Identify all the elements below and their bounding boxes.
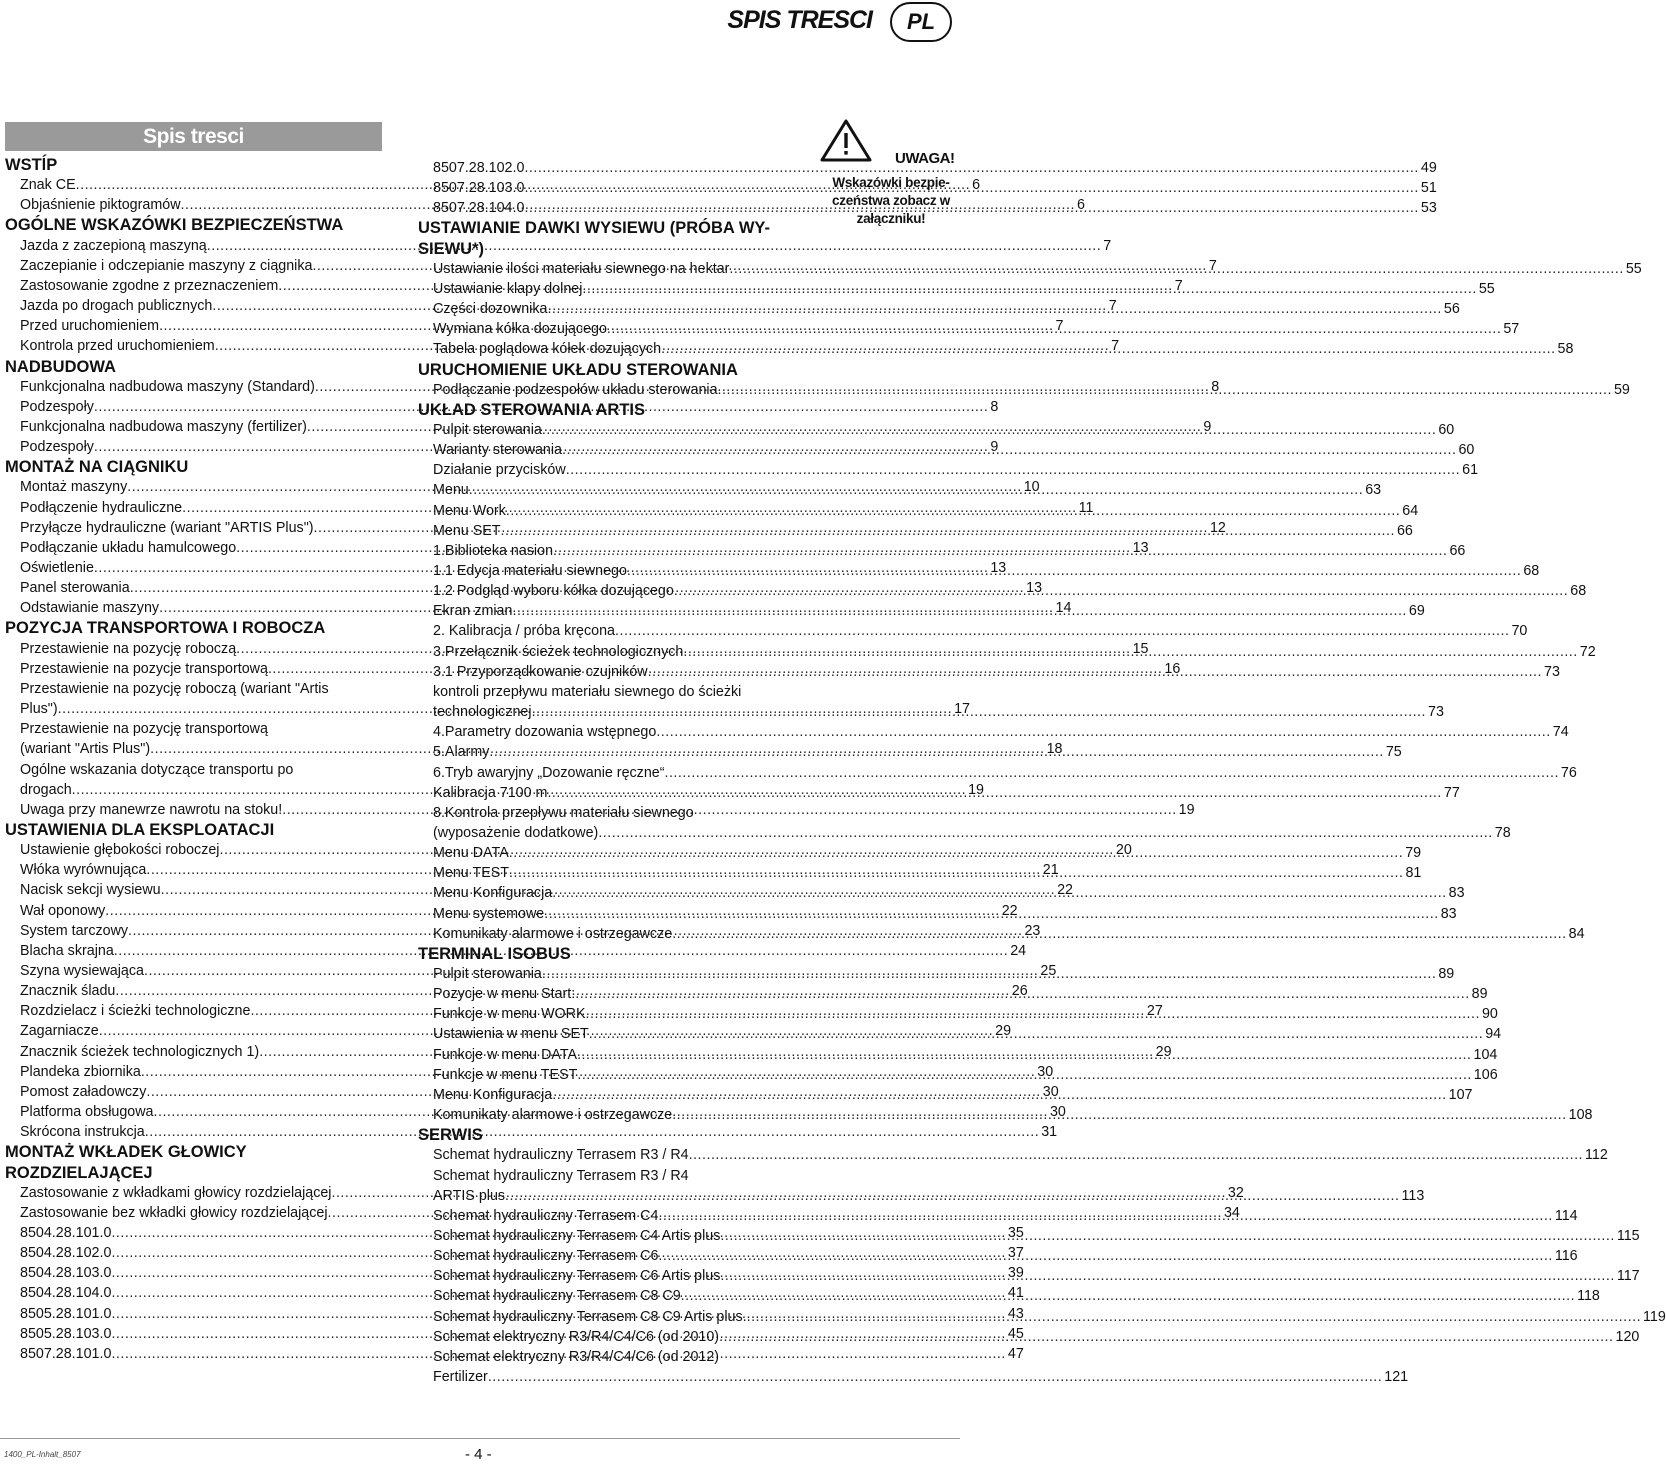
toc-entry-title: Podłączanie układu hamulcowego	[20, 539, 237, 556]
toc-leader-dots	[544, 904, 1438, 924]
toc-entry-title: Funkcje w menu DATA	[433, 1046, 578, 1063]
toc-entry-title: Ustawienia w menu SET	[433, 1026, 589, 1043]
toc-leader-dots	[552, 1085, 1446, 1105]
toc-entry-title: 8504.28.102.0	[20, 1245, 112, 1262]
toc-page-number: 27	[1146, 1003, 1163, 1020]
toc-page-number: 9	[990, 439, 999, 456]
toc-leader-dots	[672, 1105, 1566, 1125]
toc-entry-title: Schemat hydrauliczny Terrasem C6	[433, 1248, 659, 1265]
toc-entry-title: 8504.28.104.0	[20, 1285, 112, 1302]
toc-page-number: 61	[1462, 462, 1479, 479]
section-heading: URUCHOMIENIE UKŁADU STEROWANIA	[418, 360, 738, 379]
toc-leader-dots	[598, 823, 1492, 843]
toc-entry[interactable]	[418, 339, 1574, 359]
section-heading: MONTAŻ WKŁADEK GŁOWICY	[5, 1143, 247, 1162]
toc-leader-dots	[672, 924, 1566, 944]
toc-page-number: 89	[1471, 986, 1488, 1003]
toc-page-number: 15	[1132, 640, 1149, 657]
toc-entry[interactable]	[418, 198, 1437, 218]
toc-leader-dots	[681, 1286, 1575, 1306]
toc-entry-title: Plus")	[20, 701, 58, 718]
toc-entry-title: Montaż maszyny	[20, 479, 128, 496]
toc-entry[interactable]	[418, 722, 1569, 742]
toc-entry-title: Komunikaty alarmowe i ostrzegawcze	[433, 925, 673, 942]
toc-leader-dots	[577, 1045, 1471, 1065]
toc-page-number: 51	[1420, 180, 1437, 197]
toc-page-number: 16	[1164, 660, 1181, 677]
toc-entry-title: Uwaga przy manewrze nawrotu na stoku!	[20, 801, 283, 818]
toc-page-number: 7	[1174, 277, 1183, 294]
toc-entry[interactable]	[418, 178, 1437, 198]
toc-page-number: 22	[1057, 882, 1073, 899]
toc-page-number: 120	[1615, 1328, 1640, 1345]
toc-page-number: 107	[1448, 1086, 1473, 1103]
toc-page-number: 94	[1485, 1026, 1502, 1043]
toc-entry[interactable]	[418, 621, 1528, 641]
toc-page-number: 8	[1211, 378, 1220, 395]
toc-leader-dots	[512, 601, 1406, 621]
toc-leader-dots	[747, 1307, 1641, 1327]
toc-entry-title: Schemat hydrauliczny Terrasem C4	[433, 1207, 659, 1224]
toc-page-number: 11	[1078, 499, 1094, 516]
toc-entry-continued: Ogólne wskazania dotyczące transportu po	[20, 761, 294, 778]
toc-entry-title: drogach	[20, 781, 72, 798]
toc-page-number: 25	[1040, 963, 1057, 979]
toc-page-number: 64	[1402, 502, 1419, 519]
toc-entry[interactable]	[418, 279, 1495, 299]
toc-page-number: 59	[1613, 381, 1630, 398]
toc-entry[interactable]	[418, 299, 1460, 319]
toc-entry-title: Panel sterowania	[20, 580, 130, 597]
toc-page-number: 56	[1443, 301, 1460, 318]
toc-leader-dots	[501, 521, 1395, 541]
toc-entry-title: Kontrola przed uruchomieniem	[20, 338, 215, 355]
toc-entry-title: 1.Biblioteka nasion	[433, 542, 554, 559]
toc-leader-dots	[542, 964, 1436, 984]
toc-leader-dots	[615, 621, 1509, 641]
toc-entry-title: Ustawianie klapy dolnej	[433, 280, 583, 297]
toc-page-number: 55	[1478, 280, 1495, 297]
toc-entry-title: Blacha skrajna	[20, 942, 114, 959]
toc-leader-dots	[658, 1246, 1552, 1266]
toc-entry-title: Podłączanie podzespołów układu sterowania	[433, 381, 718, 398]
toc-leader-dots	[562, 440, 1456, 460]
toc-page-number: 121	[1384, 1369, 1409, 1385]
toc-entry-title: Objaśnienie piktogramów	[20, 197, 181, 214]
toc-entry-title: Jazda z zaczepioną maszyną	[20, 237, 207, 254]
caution-box	[820, 118, 960, 238]
toc-leader-dots	[718, 380, 1612, 400]
toc-entry-title: Znacznik śladu	[20, 983, 116, 1000]
language-badge: PL	[890, 2, 952, 42]
toc-leader-dots	[524, 198, 1418, 218]
toc-entry-title: System tarczowy	[20, 922, 129, 939]
toc-leader-dots	[683, 642, 1577, 662]
section-heading: USTAWIENIA DLA EKSPLOATACJI	[5, 820, 275, 839]
toc-page-number: 70	[1511, 623, 1528, 640]
toc-leader-dots	[547, 299, 1441, 319]
section-heading: UKŁAD STEROWANIA ARTIS	[418, 400, 646, 419]
toc-leader-dots	[720, 1226, 1614, 1246]
toc-page-number: 30	[1042, 1083, 1059, 1100]
toc-page-number: 68	[1523, 563, 1540, 579]
toc-page-number: 29	[1155, 1043, 1172, 1060]
toc-page-number: 73	[1544, 663, 1560, 680]
toc-leader-dots	[547, 783, 1441, 803]
toc-page-number: 78	[1494, 824, 1511, 841]
toc-leader-dots	[658, 1206, 1552, 1226]
toc-entry-title: Funkcjonalna nadbudowa maszyny (Standard)	[20, 378, 315, 395]
toc-entry-title: ARTIS plus	[433, 1187, 506, 1204]
toc-page-number: 7	[1055, 318, 1064, 335]
toc-page-number: 20	[1115, 842, 1132, 859]
toc-page-number: 18	[1046, 741, 1063, 758]
toc-entry-title: Kalibracja 7100 m	[433, 784, 548, 801]
toc-page-number: 29	[995, 1023, 1012, 1040]
toc-entry-title: 8507.28.103.0	[433, 180, 525, 197]
toc-page-number: 13	[1132, 539, 1149, 556]
toc-page-number: 32	[1227, 1184, 1244, 1201]
toc-entry-title: 8507.28.102.0	[433, 160, 525, 176]
toc-page-number: 23	[1024, 922, 1041, 939]
toc-entry-title: Pulpit sterowania	[433, 421, 542, 438]
section-heading: SERWIS	[418, 1126, 483, 1145]
toc-entry-title: Schemat hydrauliczny Terrasem C8 C9 Artis plus.	[433, 1308, 747, 1325]
toc-entry-title: Menu TEST	[433, 865, 510, 882]
toc-entry[interactable]	[418, 823, 1511, 843]
toc-page-number: 66	[1396, 522, 1413, 539]
toc-title: Spis tresci	[5, 122, 382, 151]
toc-leader-dots	[488, 1367, 1382, 1387]
toc-entry-title: (wariant "Artis Plus")	[20, 741, 151, 758]
toc-page-number: 53	[1420, 200, 1437, 217]
toc-entry[interactable]	[418, 259, 1642, 279]
toc-page-number: 77	[1443, 784, 1460, 801]
toc-entry-continued: Schemat elektryczny R3/R4/C4/C6 (od 2012)	[433, 1348, 720, 1365]
toc-leader-dots	[489, 742, 1383, 762]
toc-page-number: 84	[1568, 925, 1585, 942]
toc-entry-title: Zastosowanie z wkładkami głowicy rozdzielającej	[20, 1184, 332, 1201]
toc-entry-title: Wymiana kółka dozującego	[433, 321, 607, 338]
toc-entry-title: technologicznej	[433, 704, 532, 721]
toc-entry-title: 1.2 Podgląd wyboru kółka dozującego	[433, 583, 674, 600]
toc-leader-dots	[505, 1186, 1399, 1206]
toc-page-number: 104	[1473, 1046, 1498, 1063]
toc-page-number: 117	[1616, 1268, 1640, 1285]
toc-entry-title: Schemat hydrauliczny Terrasem C6 Artis plus	[433, 1268, 721, 1285]
toc-entry-title: Znacznik ścieżek technologicznych 1)	[20, 1043, 260, 1060]
toc-entry-title: Menu Konfiguracja	[433, 885, 553, 902]
toc-entry-title: Funkcje w menu WORK	[433, 1006, 586, 1023]
toc-entry-title: Szyna wysiewająca	[20, 963, 144, 979]
toc-page-number: 6	[1076, 197, 1085, 214]
toc-page-number: 22	[1001, 902, 1018, 919]
toc-entry-continued: Przestawienie na pozycję transportową	[20, 721, 268, 738]
toc-entry-title: Działanie przycisków	[433, 462, 566, 479]
toc-entry-title: Zastosowanie bez wkładki głowicy rozdzielającej	[20, 1204, 328, 1221]
toc-entry-title: 8505.28.103.0	[20, 1325, 112, 1342]
warning-triangle-icon	[820, 118, 872, 162]
toc-entry-title: Komunikaty alarmowe i ostrzegawcze	[433, 1107, 673, 1124]
toc-page-number: 17	[954, 701, 970, 718]
toc-page-number: 113	[1401, 1187, 1425, 1204]
toc-entry-title: 8507.28.101.0	[20, 1345, 112, 1362]
toc-entry-title: Zaczepianie i odczepianie maszyny z ciągnika	[20, 257, 313, 274]
toc-page-number: 89	[1438, 966, 1455, 982]
toc-page-number: 66	[1449, 542, 1466, 559]
toc-entry-title: Pulpit sterowania	[433, 966, 542, 982]
toc-page-number: 24	[1010, 942, 1027, 959]
toc-entry-title: Przestawienie na pozycję roboczą	[20, 640, 237, 657]
toc-entry-title: 4.Parametry dozowania wstępnego	[433, 724, 657, 741]
toc-entry-title: 8507.28.104.0	[433, 200, 525, 217]
toc-entry-title: Ustawienie głębokości roboczej	[20, 842, 220, 859]
toc-entry-title: Zastosowanie zgodne z przeznaczeniem	[20, 277, 279, 294]
toc-entry-title: Menu Konfiguracja	[433, 1086, 553, 1103]
toc-page-number: 9	[1203, 418, 1212, 435]
toc-entry-title: 3.Przełącznik ścieżek technologicznych	[433, 643, 684, 660]
toc-entry-title: Zagarniacze	[20, 1023, 99, 1040]
toc-entry-title: 8504.28.101.0	[20, 1224, 112, 1241]
toc-page-number: 83	[1448, 885, 1465, 902]
toc-page-number: 115	[1616, 1227, 1640, 1244]
toc-page-number: 41	[1007, 1285, 1024, 1302]
toc-page-number: 49	[1420, 160, 1437, 176]
page-number: - 4 -	[465, 1446, 492, 1463]
toc-entry-continued: Schemat hydrauliczny Terrasem R3 / R4	[433, 1167, 689, 1184]
toc-leader-dots	[664, 763, 1558, 783]
toc-leader-dots	[648, 662, 1542, 682]
section-heading: ROZDZIELAJĄCEJ	[5, 1163, 153, 1182]
toc-entry-title: Menu systemowe	[433, 905, 545, 922]
toc-page-number: 108	[1568, 1107, 1593, 1124]
header-title: SPIS TRESCI	[727, 6, 872, 34]
toc-leader-dots	[509, 843, 1403, 863]
toc-page-number: 116	[1554, 1248, 1578, 1265]
toc-leader-dots	[627, 561, 1521, 581]
toc-page-number: 31	[1041, 1124, 1058, 1141]
toc-entry-title: Plandeka zbiornika	[20, 1063, 141, 1080]
toc-leader-dots	[582, 279, 1476, 299]
toc-leader-dots	[674, 581, 1568, 601]
toc-entry[interactable]	[418, 420, 1455, 440]
toc-entry[interactable]	[418, 763, 1577, 783]
toc-leader-dots	[524, 178, 1418, 198]
toc-page-number: 57	[1503, 321, 1520, 338]
toc-leader-dots	[542, 420, 1436, 440]
section-heading: MONTAŻ NA CIĄGNIKU	[5, 458, 189, 477]
toc-page-number: 73	[1428, 704, 1444, 721]
caution-title: UWAGA!	[895, 150, 955, 167]
toc-leader-dots	[566, 460, 1460, 480]
toc-leader-dots	[524, 158, 1418, 178]
toc-entry-title: Ekran zmian	[433, 603, 513, 620]
toc-entry-title: (wyposażenie dodatkowe)	[433, 824, 599, 841]
caution-text: Wskazówki bezpie-czeństwa zobacz w załączniku!	[832, 175, 950, 226]
toc-entry[interactable]	[418, 380, 1630, 400]
toc-entry-title: Warianty sterowania	[433, 442, 562, 459]
toc-page-number: 75	[1385, 744, 1402, 761]
toc-page-number: 58	[1557, 341, 1574, 358]
toc-page-number: 13	[990, 560, 1007, 576]
toc-entry-title: 5.Alarmy	[433, 744, 490, 761]
toc-entry-title: 8505.28.101.0	[20, 1305, 112, 1322]
toc-page-number: 12	[1209, 519, 1226, 536]
toc-entry-title: Podzespoły	[20, 398, 94, 415]
toc-entry-title: Włóka wyrównująca	[20, 862, 147, 879]
section-heading: NADBUDOWA	[5, 357, 116, 376]
toc-page-number: 68	[1570, 583, 1587, 600]
toc-entry-title: Schemat hydrauliczny Terrasem C8 C9	[433, 1288, 681, 1305]
toc-leader-dots	[661, 339, 1555, 359]
section-heading: SIEWU*)	[418, 239, 484, 258]
toc-page-number: 37	[1007, 1245, 1024, 1262]
toc-entry-title: Menu DATA	[433, 845, 509, 862]
toc-page-number: 74	[1552, 724, 1569, 741]
toc-entry-title: Odstawianie maszyny	[20, 600, 160, 617]
toc-entry-title: Schemat elektryczny R3/R4/C4/C6 (od 2010)	[433, 1328, 720, 1345]
toc-page-number: 60	[1438, 421, 1455, 438]
toc-page-number: 34	[1223, 1204, 1240, 1221]
toc-leader-dots	[607, 319, 1501, 339]
toc-leader-dots	[552, 883, 1446, 903]
toc-leader-dots	[720, 1266, 1614, 1286]
toc-entry-title: Podzespoły	[20, 439, 94, 456]
toc-page-number: 30	[1037, 1063, 1054, 1080]
toc-leader-dots	[729, 259, 1623, 279]
toc-page-number: 30	[1049, 1104, 1066, 1121]
toc-page-number: 19	[968, 781, 985, 798]
toc-leader-dots	[469, 480, 1363, 500]
toc-page-number: 45	[1007, 1325, 1024, 1342]
toc-page-number: 72	[1579, 643, 1596, 660]
toc-entry-title: Menu Work	[433, 502, 506, 519]
toc-leader-dots	[577, 1065, 1471, 1085]
toc-entry-continued: Przestawienie na pozycję roboczą (wariant "Artis	[20, 680, 329, 697]
toc-entry-title: Menu	[433, 482, 469, 499]
toc-entry-title: Jazda po drogach publicznych	[20, 298, 213, 315]
toc-entry-title: Schemat hydrauliczny Terrasem R3 / R4	[433, 1147, 689, 1164]
toc-entry-title: 1.1 Edycja materiału siewnego	[433, 563, 627, 579]
toc-entry[interactable]	[418, 1145, 1608, 1165]
toc-page-number: 8	[990, 398, 999, 415]
toc-leader-dots	[532, 702, 1426, 722]
toc-page-number: 81	[1405, 865, 1422, 882]
toc-page-number: 114	[1554, 1207, 1578, 1224]
toc-entry-title: Nacisk sekcji wysiewu	[20, 882, 161, 899]
toc-entry-title: Fertilizer	[433, 1369, 488, 1385]
toc-entry[interactable]	[418, 460, 1479, 480]
toc-leader-dots	[553, 541, 1447, 561]
toc-page-number: 63	[1365, 482, 1382, 499]
toc-page-number: 119	[1643, 1308, 1666, 1325]
toc-page-number: 39	[1007, 1265, 1024, 1282]
toc-page-number: 7	[1111, 338, 1120, 355]
toc-entry-continued: 8.Kontrola przepływu materiału siewnego	[433, 804, 694, 821]
toc-entry[interactable]	[418, 440, 1475, 460]
toc-leader-dots	[689, 1145, 1583, 1165]
toc-page-number: 69	[1408, 603, 1425, 620]
toc-entry-title: Platforma obsługowa	[20, 1104, 154, 1121]
toc-page-number: 19	[1178, 801, 1195, 818]
toc-entry-title: Pozycje w menu Start:	[433, 986, 576, 1003]
toc-entry-title: 6.Tryb awaryjny „Dozowanie ręczne“	[433, 764, 665, 781]
toc-page-number: 76	[1560, 764, 1577, 781]
toc-page-number: 21	[1042, 862, 1059, 879]
toc-entry-title: Funkcje w menu TEST	[433, 1066, 578, 1083]
toc-entry-title: Przyłącze hydrauliczne (wariant "ARTIS Plus")	[20, 519, 314, 536]
section-heading: USTAWIANIE DAWKI WYSIEWU (PRÓBA WY-	[418, 219, 770, 238]
toc-page-number: 47	[1007, 1345, 1024, 1362]
toc-page-number: 35	[1007, 1224, 1024, 1241]
toc-page-number: 79	[1405, 845, 1422, 862]
toc-entry-title: 3.1 Przyporządkowanie czujników	[433, 663, 648, 680]
toc-page-number: 6	[972, 177, 981, 194]
toc-entry-title: Przestawienie na pozycje transportową	[20, 660, 268, 677]
toc-page-number: 112	[1585, 1147, 1608, 1164]
toc-entry-title: Ustawianie ilości materiału siewnego na hektar	[433, 260, 730, 277]
footer-code: 1400_PL-Inhalt_8507	[4, 1450, 81, 1459]
toc-leader-dots	[509, 863, 1403, 883]
toc-leader-dots	[589, 1024, 1483, 1044]
toc-entry-title: Menu SET	[433, 522, 501, 539]
toc-page-number: 26	[1011, 983, 1028, 1000]
toc-page-number: 7	[1208, 257, 1217, 274]
toc-entry-title: Oświetlenie	[20, 560, 94, 576]
footer-divider	[0, 1438, 960, 1439]
toc-entry[interactable]	[418, 1367, 1409, 1387]
toc-page-number: 60	[1458, 442, 1475, 459]
toc-page-number: 90	[1481, 1006, 1498, 1023]
toc-entry-title: Schemat hydrauliczny Terrasem C4 Artis plus	[433, 1227, 721, 1244]
toc-leader-dots	[506, 501, 1400, 521]
toc-page-number: 55	[1625, 260, 1642, 277]
toc-page-number: 7	[1103, 237, 1112, 254]
toc-page-number: 106	[1473, 1066, 1498, 1083]
toc-entry-title: Przed uruchomieniem	[20, 318, 160, 335]
toc-page-number: 118	[1577, 1288, 1600, 1305]
toc-entry-title: Rozdzielacz i ścieżki technologiczne	[20, 1003, 251, 1020]
toc-entry-title: Pomost załadowczy	[20, 1083, 147, 1100]
toc-page-number: 10	[1023, 479, 1040, 496]
toc-entry-title: 2. Kalibracja / próba kręcona	[433, 623, 615, 640]
toc-leader-dots	[586, 1004, 1480, 1024]
toc-leader-dots	[575, 984, 1469, 1004]
section-heading: POZYCJA TRANSPORTOWA I ROBOCZA	[5, 619, 326, 638]
toc-entry-title: Znak CE	[20, 177, 76, 194]
toc-page-number: 43	[1007, 1305, 1024, 1322]
toc-entry-title: Funkcjonalna nadbudowa maszyny (fertilizer)	[20, 418, 307, 435]
toc-page-number: 14	[1055, 600, 1072, 617]
toc-page-number: 13	[1026, 580, 1043, 597]
toc-leader-dots	[656, 722, 1550, 742]
toc-entry[interactable]	[418, 319, 1520, 339]
toc-entry-title: Wał oponowy	[20, 902, 106, 919]
toc-entry-continued: kontroli przepływu materiału siewnego do ścieżki	[433, 683, 742, 700]
toc-page-number: 7	[1108, 298, 1117, 315]
toc-entry-title: 8504.28.103.0	[20, 1265, 112, 1282]
section-heading: TERMINAL ISOBUS	[418, 944, 571, 963]
toc-leader-dots	[719, 1327, 1613, 1347]
section-heading: OGÓLNE WSKAZÓWKI BEZPIECZEŃSTWA	[5, 216, 344, 235]
toc-entry-title: Podłączenie hydrauliczne	[20, 499, 183, 516]
toc-entry-title: Części dozownika	[433, 301, 548, 318]
toc-page-number: 83	[1440, 905, 1457, 922]
section-heading: WSTĺP	[5, 156, 58, 174]
toc-entry-title: Tabela poglądowa kółek dozujących	[433, 341, 662, 358]
toc-entry-title: Skrócona instrukcja	[20, 1124, 145, 1141]
